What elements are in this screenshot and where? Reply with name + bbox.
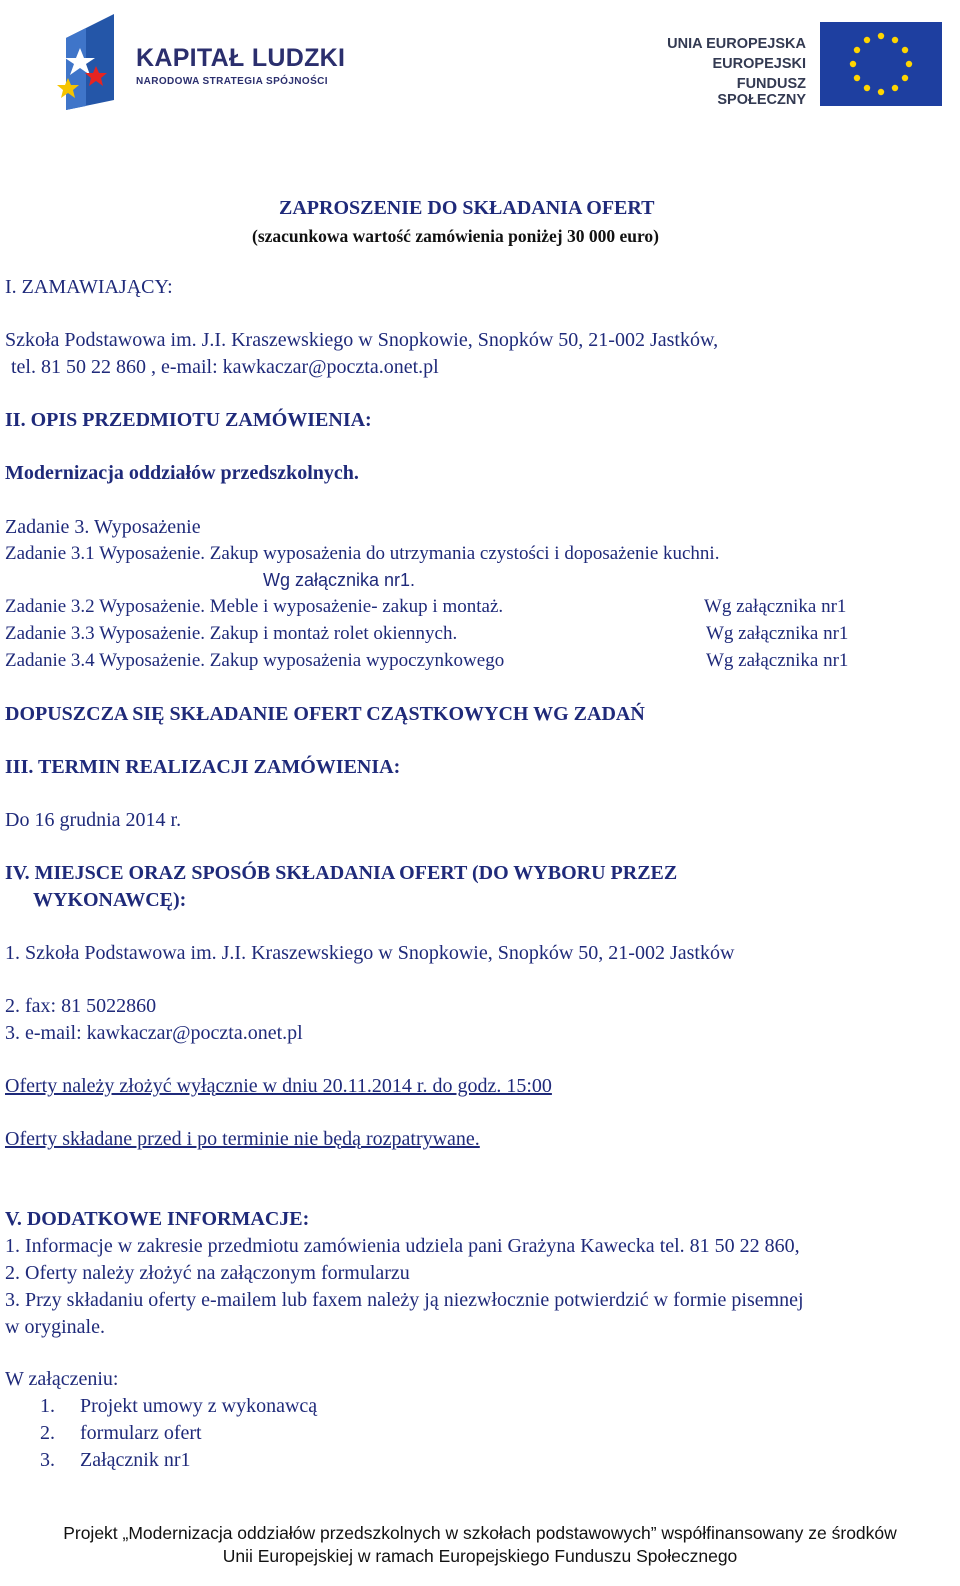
ordering-party-address: Szkoła Podstawowa im. J.I. Kraszewskiego w Snopkowie, Snopków 50, 21-002 Jastków, (5, 329, 719, 351)
eu-flag-icon (820, 22, 942, 106)
attachment-number-1: 1. (40, 1395, 55, 1417)
task-3-1: Zadanie 3.1 Wyposażenie. Zakup wyposażenia do utrzymania czystości i doposażenie kuchni. (5, 543, 720, 564)
completion-deadline: Do 16 grudnia 2014 r. (5, 809, 182, 831)
late-offers-note: Oferty składane przed i po terminie nie będą rozpatrywane. (5, 1128, 480, 1150)
document-subtitle: (szacunkowa wartość zamówienia poniżej 30 000 euro) (252, 226, 659, 246)
kapital-ludzki-logo (56, 14, 356, 110)
section-1-heading: I. ZAMAWIAJĄCY: (5, 276, 173, 298)
additional-info-3-line2: w oryginale. (5, 1316, 105, 1338)
task-3-4: Zadanie 3.4 Wyposażenie. Zakup wyposażenia wypoczynkowego (5, 650, 505, 671)
submission-place-1: 1. Szkoła Podstawowa im. J.I. Kraszewskiego w Snopkowie, Snopków 50, 21-002 Jastków (5, 942, 735, 964)
attachment-number-2: 2. (40, 1422, 55, 1444)
partial-offers-note: DOPUSZCZA SIĘ SKŁADANIE OFERT CZĄSTKOWYCH WG ZADAŃ (5, 703, 645, 725)
section-5-heading: V. DODATKOWE INFORMACJE: (5, 1208, 310, 1230)
additional-info-2: 2. Oferty należy złożyć na załączonym formularzu (5, 1262, 410, 1284)
task-3-2: Zadanie 3.2 Wyposażenie. Meble i wyposażenie- zakup i montaż. (5, 596, 504, 617)
kapital-ludzki-subtitle: NARODOWA STRATEGIA SPÓJNOŚCI (136, 76, 328, 87)
additional-info-3-line1: 3. Przy składaniu oferty e-mailem lub faxem należy ją niezwłocznie potwierdzić w formie pisemnej (5, 1289, 804, 1311)
task-3-1-reference: Wg załącznika nr1. (263, 570, 416, 590)
ue-logo-line1: UNIA EUROPEJSKA (667, 36, 806, 52)
submission-place-2: 2. fax: 81 5022860 (5, 995, 157, 1017)
ue-logo-line2: EUROPEJSKI (712, 56, 806, 72)
kapital-ludzki-emblem-icon (56, 14, 132, 110)
order-subject: Modernizacja oddziałów przedszkolnych. (5, 462, 359, 484)
attachments-label: W załączeniu: (5, 1368, 119, 1390)
ordering-party-contact: tel. 81 50 22 860 , e-mail: kawkaczar@poczta.onet.pl (11, 356, 439, 378)
ue-logo-line3: FUNDUSZ SPOŁECZNY (717, 76, 806, 108)
document-title: ZAPROSZENIE DO SKŁADANIA OFERT (279, 197, 655, 219)
section-4-heading-line2: WYKONAWCĘ): (33, 889, 187, 911)
task-3-3-reference: Wg załącznika nr1 (706, 623, 849, 644)
section-3-heading: III. TERMIN REALIZACJI ZAMÓWIENIA: (5, 756, 401, 778)
section-4-heading-line1: IV. MIEJSCE ORAZ SPOSÓB SKŁADANIA OFERT (DO WYBORU PRZEZ (5, 862, 678, 884)
task-3-3: Zadanie 3.3 Wyposażenie. Zakup i montaż rolet okiennych. (5, 623, 458, 644)
attachment-item-2: formularz ofert (80, 1422, 202, 1444)
additional-info-1: 1. Informacje w zakresie przedmiotu zamówienia udziela pani Grażyna Kawecka tel. 81 50 22 860, (5, 1235, 800, 1257)
footer-line2: Unii Europejskiej w ramach Europejskiego Funduszu Społecznego (222, 1546, 738, 1566)
unia-europejska-logo (646, 22, 946, 108)
footer-line1: Projekt „Modernizacja oddziałów przedszkolnych w szkołach podstawowych” współfinansowany ze środków (63, 1523, 897, 1543)
attachment-item-3: Załącznik nr1 (80, 1449, 191, 1471)
submission-place-3: 3. e-mail: kawkaczar@poczta.onet.pl (5, 1022, 303, 1044)
task-3: Zadanie 3. Wyposażenie (5, 516, 201, 538)
task-3-2-reference: Wg załącznika nr1 (704, 596, 847, 617)
submission-date-note: Oferty należy złożyć wyłącznie w dniu 20.11.2014 r. do godz. 15:00 (5, 1075, 552, 1097)
attachment-item-1: Projekt umowy z wykonawcą (80, 1395, 318, 1417)
section-2-heading: II. OPIS PRZEDMIOTU ZAMÓWIENIA: (5, 409, 372, 431)
task-3-4-reference: Wg załącznika nr1 (706, 650, 849, 671)
attachment-number-3: 3. (40, 1449, 55, 1471)
kapital-ludzki-title: KAPITAŁ LUDZKI (136, 44, 346, 72)
